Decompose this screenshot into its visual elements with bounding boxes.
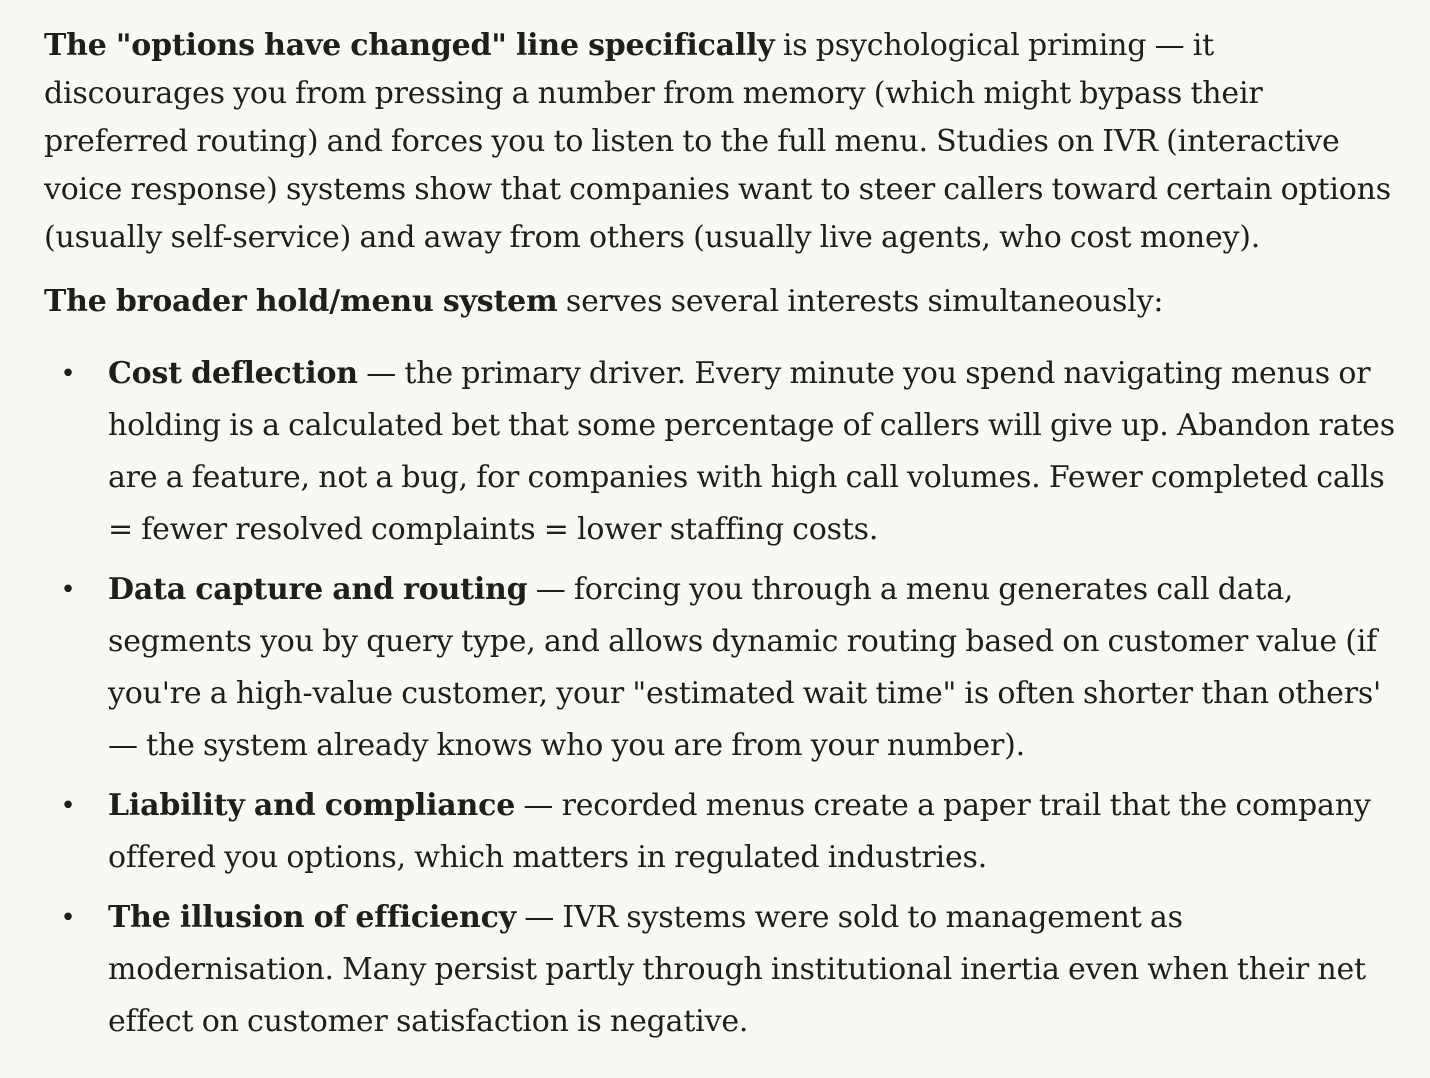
list-item-data-capture bbox=[44, 564, 1400, 772]
list-item-text: — recorded menus create a paper trail that the company offered you options, which matters in regulated industries. bbox=[108, 788, 1371, 875]
bullet-icon: • bbox=[60, 791, 76, 821]
paragraph-text: is psychological priming — it discourages you from pressing a number from memory (which might bypass their preferred routing) and forces you to listen to the full menu. Studies on IVR (interactive voice response) systems show that companies want to steer callers toward certain options (usually self-service) and away from others (usually live agents, who cost money). bbox=[44, 28, 1391, 255]
paragraph-options-changed bbox=[44, 22, 1400, 262]
list-item-bold: Data capture and routing bbox=[108, 572, 528, 607]
list-item-text: — the primary driver. Every minute you spend navigating menus or holding is a calculated bet that some percentage of callers will give up. Abandon rates are a feature, not a bug, for companies with high call volumes. Fewer completed calls = fewer resolved complaints = lower staffing costs. bbox=[108, 356, 1395, 547]
paragraph-text: serves several interests simultaneously: bbox=[557, 284, 1164, 319]
bullet-icon: • bbox=[60, 575, 76, 605]
interests-list bbox=[44, 348, 1400, 1048]
list-item-text: — IVR systems were sold to management as modernisation. Many persist partly through institutional inertia even when their net effect on customer satisfaction is negative. bbox=[108, 900, 1366, 1039]
paragraph-broader-system bbox=[44, 278, 1400, 326]
list-item-liability bbox=[44, 780, 1400, 884]
list-item-bold: Liability and compliance bbox=[108, 788, 516, 823]
paragraph-lead-bold: The "options have changed" line specifically bbox=[44, 28, 775, 63]
list-item-text: — forcing you through a menu generates call data, segments you by query type, and allows dynamic routing based on customer value (if you're a high-value customer, your "estimated wait time" is often shorter than others' — the system already knows who you are from your number). bbox=[108, 572, 1382, 763]
list-item-cost-deflection bbox=[44, 348, 1400, 556]
paragraph-lead-bold: The broader hold/menu system bbox=[44, 284, 558, 319]
list-item-bold: Cost deflection bbox=[108, 356, 358, 391]
list-item-bold: The illusion of efficiency bbox=[108, 900, 516, 935]
bullet-icon: • bbox=[60, 359, 76, 389]
bullet-icon: • bbox=[60, 903, 76, 933]
list-item-illusion-efficiency bbox=[44, 892, 1400, 1048]
